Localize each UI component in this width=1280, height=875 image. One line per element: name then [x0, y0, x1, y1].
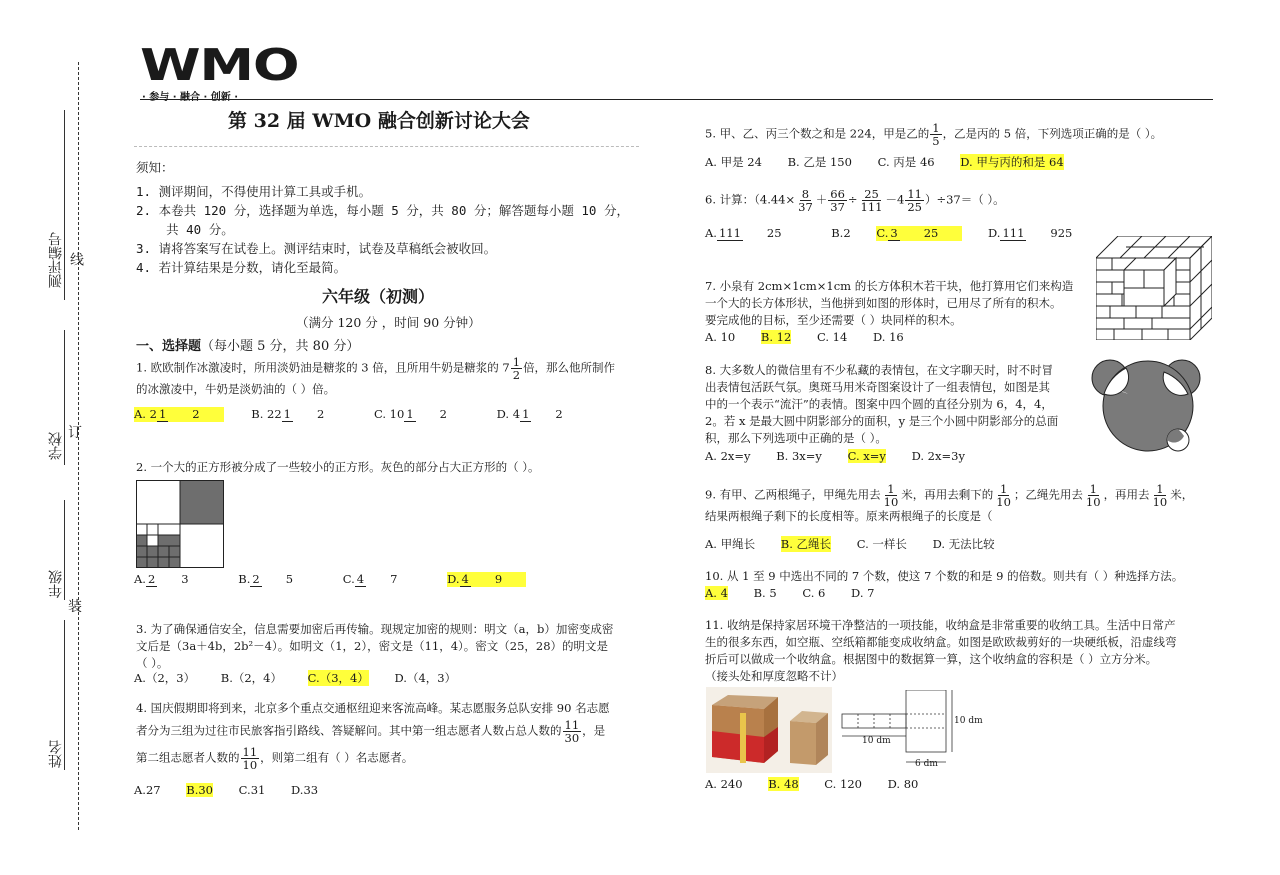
q9-fraction-4: $\frac{1}{10}$: [1152, 482, 1168, 510]
q8-option-a[interactable]: A. 2x=y: [705, 449, 751, 463]
q6-fraction-3: $\frac{25}{111}$: [860, 187, 883, 215]
q9-text-e: 米，: [1170, 487, 1194, 502]
q11-option-c[interactable]: C. 120: [824, 777, 862, 791]
q8-line: 积，那么下列选项中正确的是（ ）。: [705, 431, 887, 445]
q11-net-diagram: [840, 690, 960, 772]
question-1: [136, 356, 646, 398]
q9-option-d[interactable]: D. 无法比较: [932, 537, 995, 551]
notice-item: 4. 若计算结果是分数，请化至最简。: [136, 260, 347, 275]
name-underline: [64, 620, 65, 770]
q4-option-d[interactable]: D.33: [291, 783, 319, 797]
q3-option-b[interactable]: B.（2，4）: [220, 671, 282, 685]
q9-option-b[interactable]: B. 乙绳长: [780, 537, 832, 551]
logo-text: WMO: [140, 40, 299, 91]
grade-label: 年级: [48, 570, 64, 598]
q4-option-a[interactable]: A.27: [134, 783, 161, 797]
q7-option-a[interactable]: A. 10: [705, 330, 736, 344]
q10-option-d[interactable]: D. 7: [851, 586, 875, 600]
q11-options: [705, 777, 940, 791]
q5-text-b: ，乙是丙的 5 倍，下列选项正确的是（ ）。: [942, 126, 1163, 141]
exam-grade: 六年级（初测）: [322, 287, 435, 306]
q3-option-d[interactable]: D.（4，3）: [394, 671, 457, 685]
q9-options: [705, 536, 1017, 552]
q2-square-figure: [136, 480, 224, 568]
q6-suffix: ）÷37＝（ ）。: [924, 192, 1005, 207]
binding-strip: [70, 62, 110, 832]
q6-fraction-2: $\frac{66}{37}$: [830, 187, 845, 215]
logo-slogan: · 参与 · 融合 · 创新 ·: [142, 92, 239, 103]
q5-option-a[interactable]: A. 甲是 24: [705, 155, 762, 169]
q3-option-a[interactable]: A.（2，3）: [134, 671, 196, 685]
binding-zhuang: 装: [68, 599, 82, 615]
q1-option-b[interactable]: B. 22 1 2: [251, 407, 325, 422]
q8-line: 中的一个表示“流汗”的表情。图案中四个圆的直径分别为 6，4，4，: [705, 397, 1053, 411]
q1-option-d[interactable]: D. 4 1 2: [496, 407, 563, 422]
q7-option-b[interactable]: B. 12: [760, 330, 792, 344]
q6-option-c[interactable]: C. 3 25: [876, 226, 962, 241]
q3-options: [134, 670, 478, 686]
notice-item: 共 40 分。: [136, 222, 234, 237]
question-7: [705, 278, 1073, 329]
binding-dashed-line: [78, 62, 79, 830]
q7-options: [705, 330, 926, 344]
q2-option-a[interactable]: A. 2 3: [134, 572, 189, 587]
q9-text-b: 米，再用去剩下的: [901, 487, 994, 502]
section-title-label: 一、选择题: [136, 339, 202, 354]
q4-text-e: ，则第二组有（ ）名志愿者。: [260, 750, 414, 765]
notice-heading: 须知：: [136, 160, 174, 175]
q6-option-b[interactable]: B.2: [831, 226, 851, 240]
q8-line: 8. 大多数人的微信里有不少私藏的表情包，在文字聊天时，时不时冒: [705, 363, 1054, 377]
binding-xian: 线: [68, 252, 84, 266]
q9-text-c: ；乙绳先用去: [1013, 487, 1083, 502]
q8-option-d[interactable]: D. 2x=3y: [911, 449, 965, 463]
q11-line: 11. 收纳是保持家居环境干净整洁的一项技能，收纳盒是非常重要的收纳工具。生活中日常产: [705, 618, 1176, 632]
q8-mickey-figure: [1090, 354, 1205, 454]
q7-option-c[interactable]: C. 14: [816, 330, 848, 344]
q6-option-d[interactable]: D. 111 925: [987, 226, 1073, 241]
q11-line: 生的很多东西，如空瓶、空纸箱都能变成收纳盒。如图是欧欧裁剪好的一块硬纸板，沿虚线弯: [705, 635, 1177, 649]
binding-ding: 订: [68, 425, 82, 441]
q9-fraction-2: $\frac{1}{10}$: [996, 482, 1011, 510]
id-label: 测评编号: [48, 232, 64, 288]
q4-fraction-1: $\frac{11}{30}$: [564, 718, 580, 746]
q7-block-figure: [1096, 236, 1212, 340]
q8-line: 2。若 x 是最大圆中阴影部分的面积，y 是三个小圆中阴影部分的总面: [705, 414, 1059, 428]
q1-option-a[interactable]: A. 2 1 2: [134, 407, 224, 422]
school-underline: [64, 330, 65, 465]
q9-text-a: 9. 有甲、乙两根绳子，甲绳先用去: [705, 487, 881, 502]
question-8: [705, 362, 1058, 447]
q3-option-c[interactable]: C.（3，4）: [307, 671, 369, 685]
q9-text-f: 结果两根绳子剩下的长度相等。原来两根绳子的长度是（: [705, 509, 993, 524]
q8-option-b[interactable]: B. 3x=y: [776, 449, 822, 463]
q10-option-a[interactable]: A. 4: [705, 586, 728, 600]
q2-options: [134, 572, 548, 587]
q9-option-a[interactable]: A. 甲绳长: [705, 537, 756, 551]
q4-option-b[interactable]: B.30: [186, 783, 213, 797]
q4-text-d: 第二组志愿者人数的: [136, 750, 240, 765]
question-2: 2. 一个大的正方形被分成了一些较小的正方形。灰色的部分占大正方形的（ ）。: [136, 460, 540, 474]
q6-prefix: 6. 计算：（4.44×: [705, 192, 796, 207]
q11-box-photo: [706, 687, 832, 773]
q3-text-c: （ ）。: [136, 656, 169, 670]
q4-options: [134, 783, 340, 797]
q2-option-b[interactable]: B. 2 5: [238, 572, 294, 587]
q2-option-c[interactable]: C. 4 7: [342, 572, 398, 587]
q9-fraction-1: $\frac{1}{10}$: [883, 482, 899, 510]
section-title-info: （每小题 5 分，共 80 分）: [201, 339, 360, 354]
q1-text-b: 倍，那么他所制作: [523, 360, 616, 375]
question-10: 10. 从 1 至 9 中选出不同的 7 个数，使这 7 个数的和是 9 的倍数。则共有（ ）种选择方法。: [705, 569, 1184, 583]
notice: [136, 158, 629, 277]
q10-option-c[interactable]: C. 6: [802, 586, 826, 600]
q2-option-d[interactable]: D. 4 9: [447, 572, 526, 587]
q10-option-b[interactable]: B. 5: [753, 586, 777, 600]
q11-dim-height: 10 dm: [954, 716, 983, 726]
q5-text-a: 5. 甲、乙、丙三个数之和是 224，甲是乙的: [705, 126, 930, 141]
logo: [140, 40, 299, 103]
grade-underline: [64, 500, 65, 600]
q3-text-a: 3. 为了确保通信安全，信息需要加密后再传输。现规定加密的规则：明文（a，b）加密变成密: [136, 622, 614, 636]
question-3: [136, 621, 646, 672]
q1-option-c[interactable]: C. 10 1 2: [373, 407, 447, 422]
q11-line: （接头处和厚度忽略不计）: [705, 669, 843, 683]
q4-text-a: 4. 国庆假期即将到来，北京多个重点交通枢纽迎来客流高峰。某志愿服务总队安排 90 名志愿: [136, 701, 610, 715]
q4-text-c: ，是: [582, 723, 606, 738]
question-4: [136, 700, 648, 771]
q11-option-a[interactable]: A. 240: [705, 777, 743, 791]
q7-option-d[interactable]: D. 16: [872, 330, 904, 344]
exam-info: （满分 120 分 ，时间 90 分钟）: [296, 315, 481, 330]
q6-div: ÷: [847, 192, 858, 207]
q9-fraction-3: $\frac{1}{10}$: [1085, 482, 1101, 510]
question-6: [705, 188, 1005, 213]
q1-fraction: $\frac{1}{2}$: [512, 355, 521, 383]
q11-line: 折后可以做成一个收纳盒。根据图中的数据算一算，这个收纳盒的容积是（ ）立方分米。: [705, 652, 1158, 666]
notice-item: 2. 本卷共 120 分，选择题为单选，每小题 5 分，共 80 分；解答题每小题 10 分，: [136, 203, 629, 218]
q7-line: 一个大的长方体形状，当他拼到如图的形体时，已用尽了所有的积木。: [705, 296, 1062, 310]
school-label: 学校: [48, 432, 64, 460]
q8-line: 出表情包活跃气氛。奥斑马用米奇图案设计了一组表情包，如图是其: [705, 380, 1050, 394]
q5-option-d[interactable]: D. 甲与丙的和是 64: [960, 155, 1064, 169]
q1-text-c: 的冰激凌中，牛奶是淡奶油的（ ）倍。: [136, 382, 336, 397]
q1-options: [134, 407, 609, 422]
notice-item: 1. 测评期间，不得使用计算工具或手机。: [136, 184, 372, 199]
q11-dim-width: 6 dm: [915, 759, 938, 769]
q11-option-b[interactable]: B. 48: [768, 777, 799, 791]
q6-minus: －4: [885, 192, 905, 207]
q5-option-b[interactable]: B. 乙是 150: [787, 155, 852, 169]
q6-fraction-4: $\frac{11}{25}$: [907, 187, 922, 215]
q7-line: 7. 小泉有 2cm×1cm×1cm 的长方体积木若干块，他打算用它们来构造: [705, 279, 1074, 293]
q8-options: [705, 449, 987, 463]
question-9: [705, 483, 1215, 525]
q3-text-b: 文后是（3a＋4b，2b²－4）。如明文（1，2），密文是（11，4）。密文（25，28）的明文是: [136, 639, 609, 653]
q4-fraction-2: $\frac{11}{10}$: [242, 745, 258, 773]
q11-dim-length: 10 dm: [862, 736, 891, 746]
notice-item: 3. 请将答案写在试卷上。测评结束时，试卷及草稿纸会被收回。: [136, 241, 497, 256]
q6-fraction-1: $\frac{8}{37}$: [798, 187, 813, 215]
title-rule: [134, 146, 639, 147]
q9-text-d: ，再用去: [1103, 487, 1150, 502]
q8-option-c[interactable]: C. x=y: [847, 449, 886, 463]
q5-options: [705, 154, 1086, 170]
q4-option-c[interactable]: C.31: [238, 783, 266, 797]
q10-options: [705, 586, 896, 600]
id-underline: [64, 110, 65, 300]
page-title: 第 32 届 WMO 融合创新讨论大会: [228, 110, 530, 132]
header-rule: [140, 99, 1213, 100]
question-5: [705, 122, 1162, 147]
q4-text-b: 者分为三组为过往市民旅客指引路线、答疑解问。其中第一组志愿者人数占总人数的: [136, 723, 562, 738]
q9-option-c[interactable]: C. 一样长: [856, 537, 907, 551]
q5-fraction: $\frac{1}{5}$: [932, 121, 940, 149]
q11-option-d[interactable]: D. 80: [887, 777, 919, 791]
q5-option-c[interactable]: C. 丙是 46: [877, 155, 935, 169]
q6-option-a[interactable]: A. 111 25: [705, 226, 782, 241]
q7-line: 要完成他的目标，至少还需要（ ）块同样的积木。: [705, 313, 962, 327]
q1-text: 1. 欧欧制作冰激凌时，所用淡奶油是糖浆的 3 倍，且所用牛奶是糖浆的 7: [136, 360, 510, 375]
name-label: 姓名: [48, 740, 64, 768]
q6-plus: ＋: [815, 192, 828, 207]
q6-options: [705, 226, 1118, 241]
section-title: [136, 335, 359, 354]
question-11: [705, 617, 1177, 685]
